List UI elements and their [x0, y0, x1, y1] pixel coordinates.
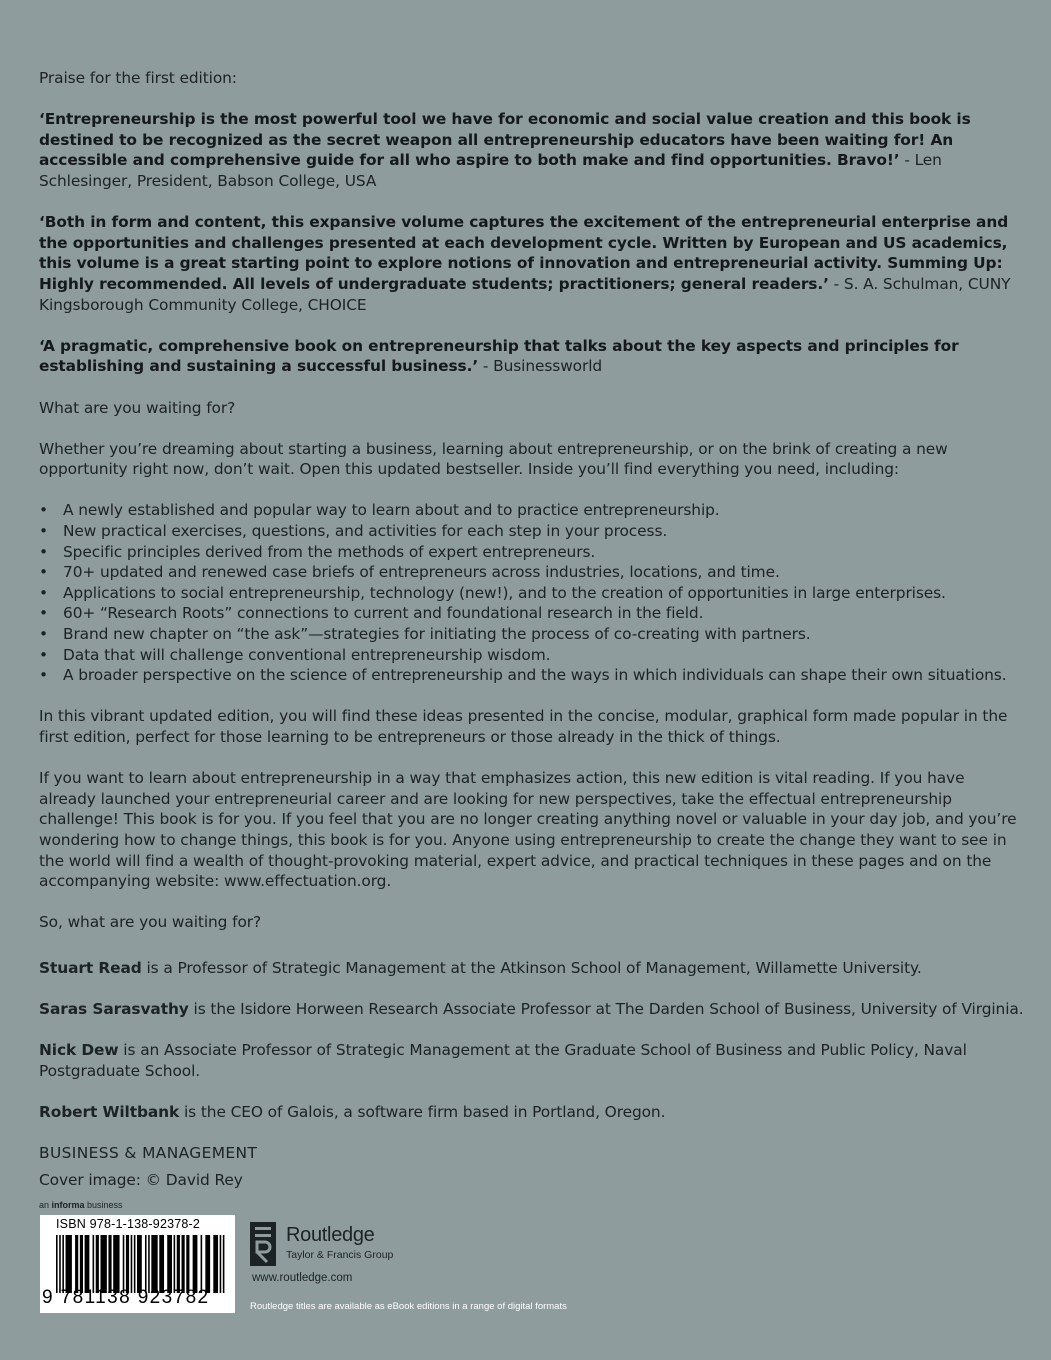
publisher-group: Taylor & Francis Group	[286, 1249, 394, 1261]
barcode-bar	[126, 1235, 129, 1293]
barcode-bar	[223, 1235, 225, 1293]
list-item: • Brand new chapter on “the ask”—strategies for initiating the process of co-creating with partners.	[39, 624, 1024, 645]
barcode-bar	[167, 1235, 172, 1293]
review-attribution: - Businessworld	[478, 357, 603, 376]
informa-tagline: an informa business	[39, 1200, 123, 1210]
author-name: Nick Dew	[39, 1041, 119, 1060]
barcode-bar	[66, 1235, 72, 1293]
barcode-bar	[193, 1235, 198, 1293]
intro-paragraph: Whether you’re dreaming about starting a business, learning about entrepreneurship, or on the brink of creating a new opportunity right now, don’t wait. Open this updated bestseller. Inside you’ll find everything you need, including:	[39, 439, 948, 479]
barcode-bar	[177, 1235, 180, 1293]
barcode-bar	[100, 1235, 106, 1293]
review-text: ‘Both in form and content, this expansive volume captures the excitement of the entrepreneurial enterprise and the opportunities and challenges presented at each development cycle. Written by European and US academics, this volume is a great starting point to explore notions of innovation and entrepreneurial activity. Summing Up: Highly recommended. All levels of undergraduate students; practitioners; general readers.’	[39, 213, 1009, 293]
review-quote	[39, 109, 1024, 191]
barcode-bar	[113, 1235, 119, 1293]
barcode-bar	[220, 1235, 222, 1293]
list-item: • Data that will challenge conventional entrepreneurship wisdom.	[39, 645, 1024, 666]
list-item: • New practical exercises, questions, and activities for each step in your process.	[39, 521, 1024, 542]
ebook-note: Routledge titles are available as eBook editions in a range of digital formats	[250, 1301, 567, 1312]
barcode-bar	[205, 1235, 210, 1293]
barcode-bar	[137, 1235, 142, 1293]
author-bio	[39, 999, 1024, 1020]
barcode-bar	[56, 1235, 58, 1293]
list-item: • A broader perspective on the science of entrepreneurship and the ways in which individuals can shape their own situations.	[39, 665, 1024, 686]
informa-logo: informa	[51, 1200, 85, 1210]
author-name: Saras Sarasvathy	[39, 1000, 189, 1019]
author-name: Robert Wiltbank	[39, 1103, 180, 1122]
barcode-bar	[201, 1235, 203, 1293]
barcode-bar	[174, 1235, 176, 1293]
author-bio	[39, 1040, 1024, 1081]
barcode-bar	[131, 1235, 133, 1293]
author-bio-text: is a Professor of Strategic Management at the Atkinson School of Management, Willamette University.	[141, 958, 922, 977]
barcode-bar	[96, 1235, 99, 1293]
barcode-bar	[159, 1235, 164, 1293]
category-label: BUSINESS & MANAGEMENT	[39, 1144, 258, 1163]
barcode-bar	[93, 1235, 95, 1293]
barcode-bar	[182, 1235, 185, 1293]
barcode-bar	[75, 1235, 78, 1293]
cover-credit: Cover image: © David Rey	[39, 1170, 243, 1189]
review-text: ‘A pragmatic, comprehensive book on entrepreneurship that talks about the key aspects and principles for establishing and sustaining a successful business.’	[39, 336, 959, 376]
isbn-digits: 9 781138 923782	[42, 1287, 210, 1308]
back-cover-text	[39, 68, 1024, 1190]
author-bio-text: is an Associate Professor of Strategic Management at the Graduate School of Business and Public Policy, Naval Postgraduate School.	[39, 1041, 967, 1080]
review-attribution: - S. A. Schulman, CUNY Kingsborough Community College, CHOICE	[39, 274, 1011, 314]
list-item: • A newly established and popular way to learn about and to practice entrepreneurship.	[39, 500, 1024, 521]
barcode-icon	[56, 1235, 226, 1293]
list-item: • Specific principles derived from the methods of expert entrepreneurs.	[39, 542, 1024, 563]
review-quote	[39, 336, 1024, 377]
author-name: Stuart Read	[39, 958, 142, 977]
barcode-bar	[213, 1235, 218, 1293]
barcode-bar	[123, 1235, 125, 1293]
barcode-bar	[59, 1235, 61, 1293]
isbn-barcode	[40, 1215, 235, 1313]
barcode-bar	[108, 1235, 111, 1293]
review-text: ‘Entrepreneurship is the most powerful tool we have for economic and social value creation and this book is destined to be recognized as the secret weapon all entrepreneurship educators have been waiting for! An accessible and comprehensive guide for all who aspire to both make and find opportunities. Bravo!’	[39, 110, 971, 170]
closing-question: So, what are you waiting for?	[39, 913, 262, 932]
list-item: • 70+ updated and renewed case briefs of entrepreneurs across industries, locations, and time.	[39, 562, 1024, 583]
author-bio-text: is the Isidore Horween Research Associate Professor at The Darden School of Business, University of Virginia.	[188, 1000, 1024, 1019]
author-bio	[39, 958, 1024, 979]
barcode-bar	[62, 1235, 64, 1293]
barcode-bar	[80, 1235, 83, 1293]
review-attribution: - Len Schlesinger, President, Babson College, USA	[39, 151, 942, 190]
audience-paragraph: If you want to learn about entrepreneurship in a way that emphasizes action, this new edition is vital reading. If you have already launched your entrepreneurial career and are looking for new perspectives, take the effectual entrepreneurship challenge! This book is for you. If you feel that you are no longer creating anything novel or valuable in your day job, and you’re wondering how to change things, this book is for you. Anyone using entrepreneurship to create the change they want to see in the world will find a wealth of thought-provoking material, expert advice, and practical techniques in these pages and on the accompanying website: www.effectuation.org.	[39, 769, 1017, 891]
barcode-bar	[134, 1235, 136, 1293]
routledge-logo-icon	[250, 1222, 276, 1266]
edition-paragraph: In this vibrant updated edition, you will find these ideas presented in the concise, modular, graphical form made popular in the first edition, perfect for those learning to be entrepreneurs or those already in the thick of things.	[39, 707, 1008, 746]
list-item: • Applications to social entrepreneurship, technology (new!), and to the creation of opportunities in large enterprises.	[39, 583, 1024, 604]
barcode-bar	[151, 1235, 157, 1293]
author-bio-text: is the CEO of Galois, a software firm based in Portland, Oregon.	[179, 1103, 666, 1122]
barcode-bar	[148, 1235, 150, 1293]
author-bio	[39, 1102, 1024, 1123]
isbn-label: ISBN 978-1-138-92378-2	[56, 1217, 201, 1231]
praise-heading: Praise for the first edition:	[39, 69, 237, 87]
review-quote	[39, 212, 1024, 315]
barcode-bar	[186, 1235, 189, 1293]
barcode-bar	[145, 1235, 147, 1293]
feature-list	[39, 500, 1024, 685]
barcode-bar	[85, 1235, 90, 1293]
publisher-url[interactable]: www.routledge.com	[252, 1272, 353, 1284]
question-heading: What are you waiting for?	[39, 398, 236, 417]
list-item: • 60+ “Research Roots” connections to current and foundational research in the field.	[39, 603, 1024, 624]
publisher-name: Routledge	[286, 1224, 375, 1246]
